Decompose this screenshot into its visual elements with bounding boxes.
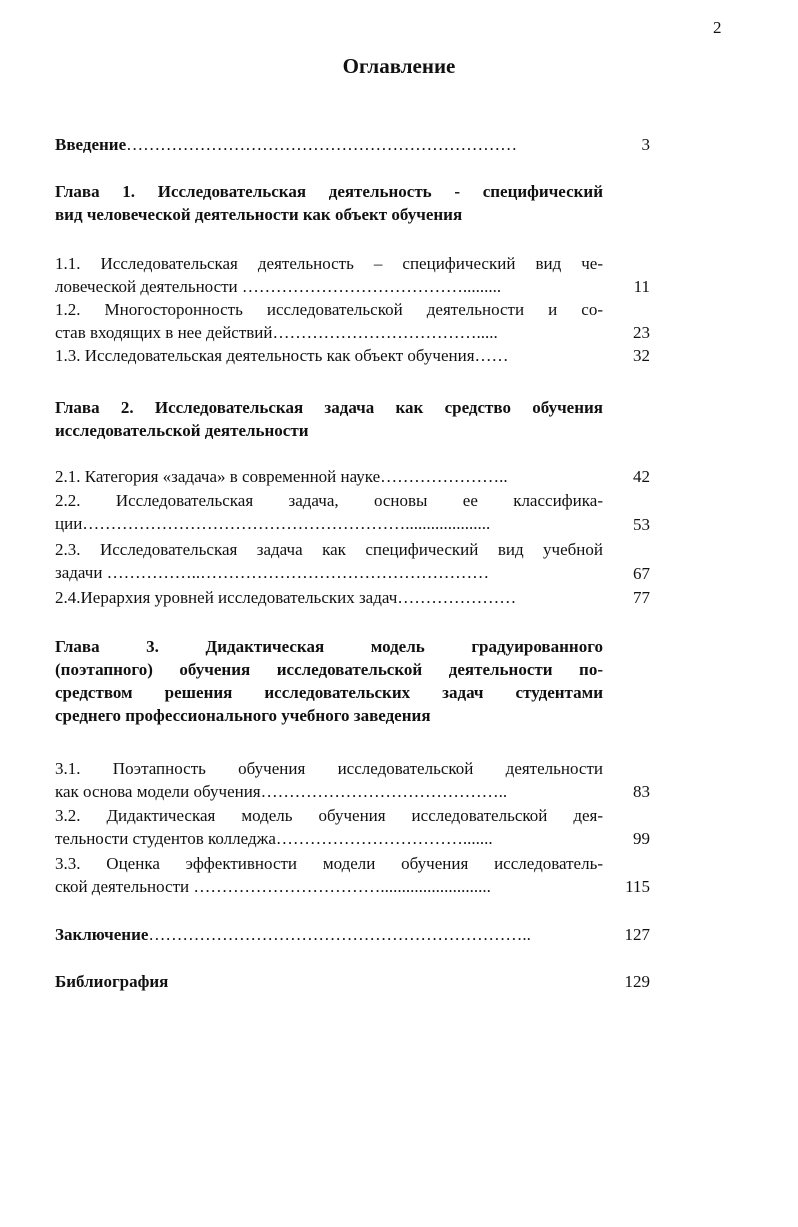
toc-entry-2-4[interactable]: 2.4.Иерархия уровней исследовательских задач…………………	[55, 588, 517, 607]
toc-entry-1-3[interactable]: 1.3. Исследовательская деятельность как объект обучения……	[55, 346, 509, 365]
toc-3-1-line1: 3.1. Поэтапность обучения исследовательской деятельности	[55, 759, 603, 778]
toc-conclusion-label: Заключение	[55, 925, 149, 944]
toc-3-3-line2: ской деятельности ……………………………..........................	[55, 877, 491, 896]
toc-intro-page: 3	[641, 135, 650, 154]
toc-2-3-line1: 2.3. Исследовательская задача как специфический вид учебной	[55, 540, 603, 559]
toc-3-1-page: 83	[633, 782, 650, 801]
toc-2-4-page: 77	[633, 588, 650, 607]
chapter1-title-line2: вид человеческой деятельности как объект обучения	[55, 205, 463, 224]
chapter3-title-line3: средством решения исследовательских задач студентами	[55, 683, 603, 702]
toc-entry-3-3[interactable]	[55, 852, 603, 898]
chapter2-title	[55, 396, 603, 442]
toc-conclusion-page: 127	[624, 925, 650, 944]
toc-intro-leader: ……………………………………………………………	[126, 135, 518, 154]
toc-entry-bibliography[interactable]: Библиография	[55, 972, 169, 991]
toc-1-2-page: 23	[633, 323, 650, 342]
toc-3-2-line1: 3.2. Дидактическая модель обучения исследовательской дея-	[55, 806, 603, 825]
toc-1-1-line1: 1.1. Исследовательская деятельность – специфический вид че-	[55, 254, 603, 273]
chapter3-title-line1: Глава 3. Дидактическая модель градуированного	[55, 637, 603, 656]
page-number: 2	[713, 18, 722, 37]
chapter1-title-line1: Глава 1. Исследовательская деятельность - специфический	[55, 182, 603, 201]
toc-3-2-line2: тельности студентов колледжа…………………………….......	[55, 829, 493, 848]
toc-bibliography-page: 129	[624, 972, 650, 991]
toc-1-2-line2: став входящих в нее действий……………………………….....	[55, 323, 498, 342]
page-title: Оглавление	[342, 54, 456, 78]
toc-intro-label: Введение	[55, 135, 127, 154]
toc-entry-1-1[interactable]	[55, 252, 603, 298]
toc-entry-conclusion[interactable]	[55, 923, 603, 946]
toc-conclusion-leader: …………………………………………………………..	[148, 925, 531, 944]
toc-entry-intro[interactable]	[55, 133, 603, 156]
toc-entry-3-1[interactable]	[55, 757, 603, 803]
toc-entry-1-2[interactable]	[55, 298, 603, 344]
toc-3-2-page: 99	[633, 829, 650, 848]
toc-entry-3-2[interactable]	[55, 804, 603, 850]
toc-2-2-line2: ции…………………………………………………....................	[55, 514, 491, 533]
chapter3-title-line2: (поэтапного) обучения исследовательской деятельности по-	[55, 660, 603, 679]
toc-2-2-page: 53	[633, 515, 650, 534]
toc-entry-2-3[interactable]	[55, 538, 603, 584]
toc-3-3-page: 115	[625, 877, 650, 896]
toc-1-1-line2: ловеческой деятельности ………………………………….........	[55, 277, 502, 296]
toc-2-3-line2: задачи ……………..……………………………………………	[55, 563, 490, 582]
toc-2-2-line1: 2.2. Исследовательская задача, основы ее классифика-	[55, 491, 603, 510]
toc-1-2-line1: 1.2. Многосторонность исследовательской деятельности и со-	[55, 300, 603, 319]
toc-1-3-page: 32	[633, 346, 650, 365]
chapter1-title	[55, 180, 603, 226]
toc-2-3-page: 67	[633, 564, 650, 583]
chapter2-title-line2: исследовательской деятельности	[55, 421, 309, 440]
toc-entry-2-2[interactable]	[55, 489, 603, 535]
chapter3-title-line4: среднего профессионального учебного заведения	[55, 706, 431, 725]
chapter3-title	[55, 635, 603, 727]
toc-2-1-page: 42	[633, 467, 650, 486]
chapter2-title-line1: Глава 2. Исследовательская задача как средство обучения	[55, 398, 603, 417]
toc-entry-2-1[interactable]: 2.1. Категория «задача» в современной науке…………………..	[55, 467, 508, 486]
toc-3-3-line1: 3.3. Оценка эффективности модели обучения исследователь-	[55, 854, 603, 873]
toc-3-1-line2: как основа модели обучения……………………………………..	[55, 782, 508, 801]
toc-1-1-page: 11	[633, 277, 650, 296]
